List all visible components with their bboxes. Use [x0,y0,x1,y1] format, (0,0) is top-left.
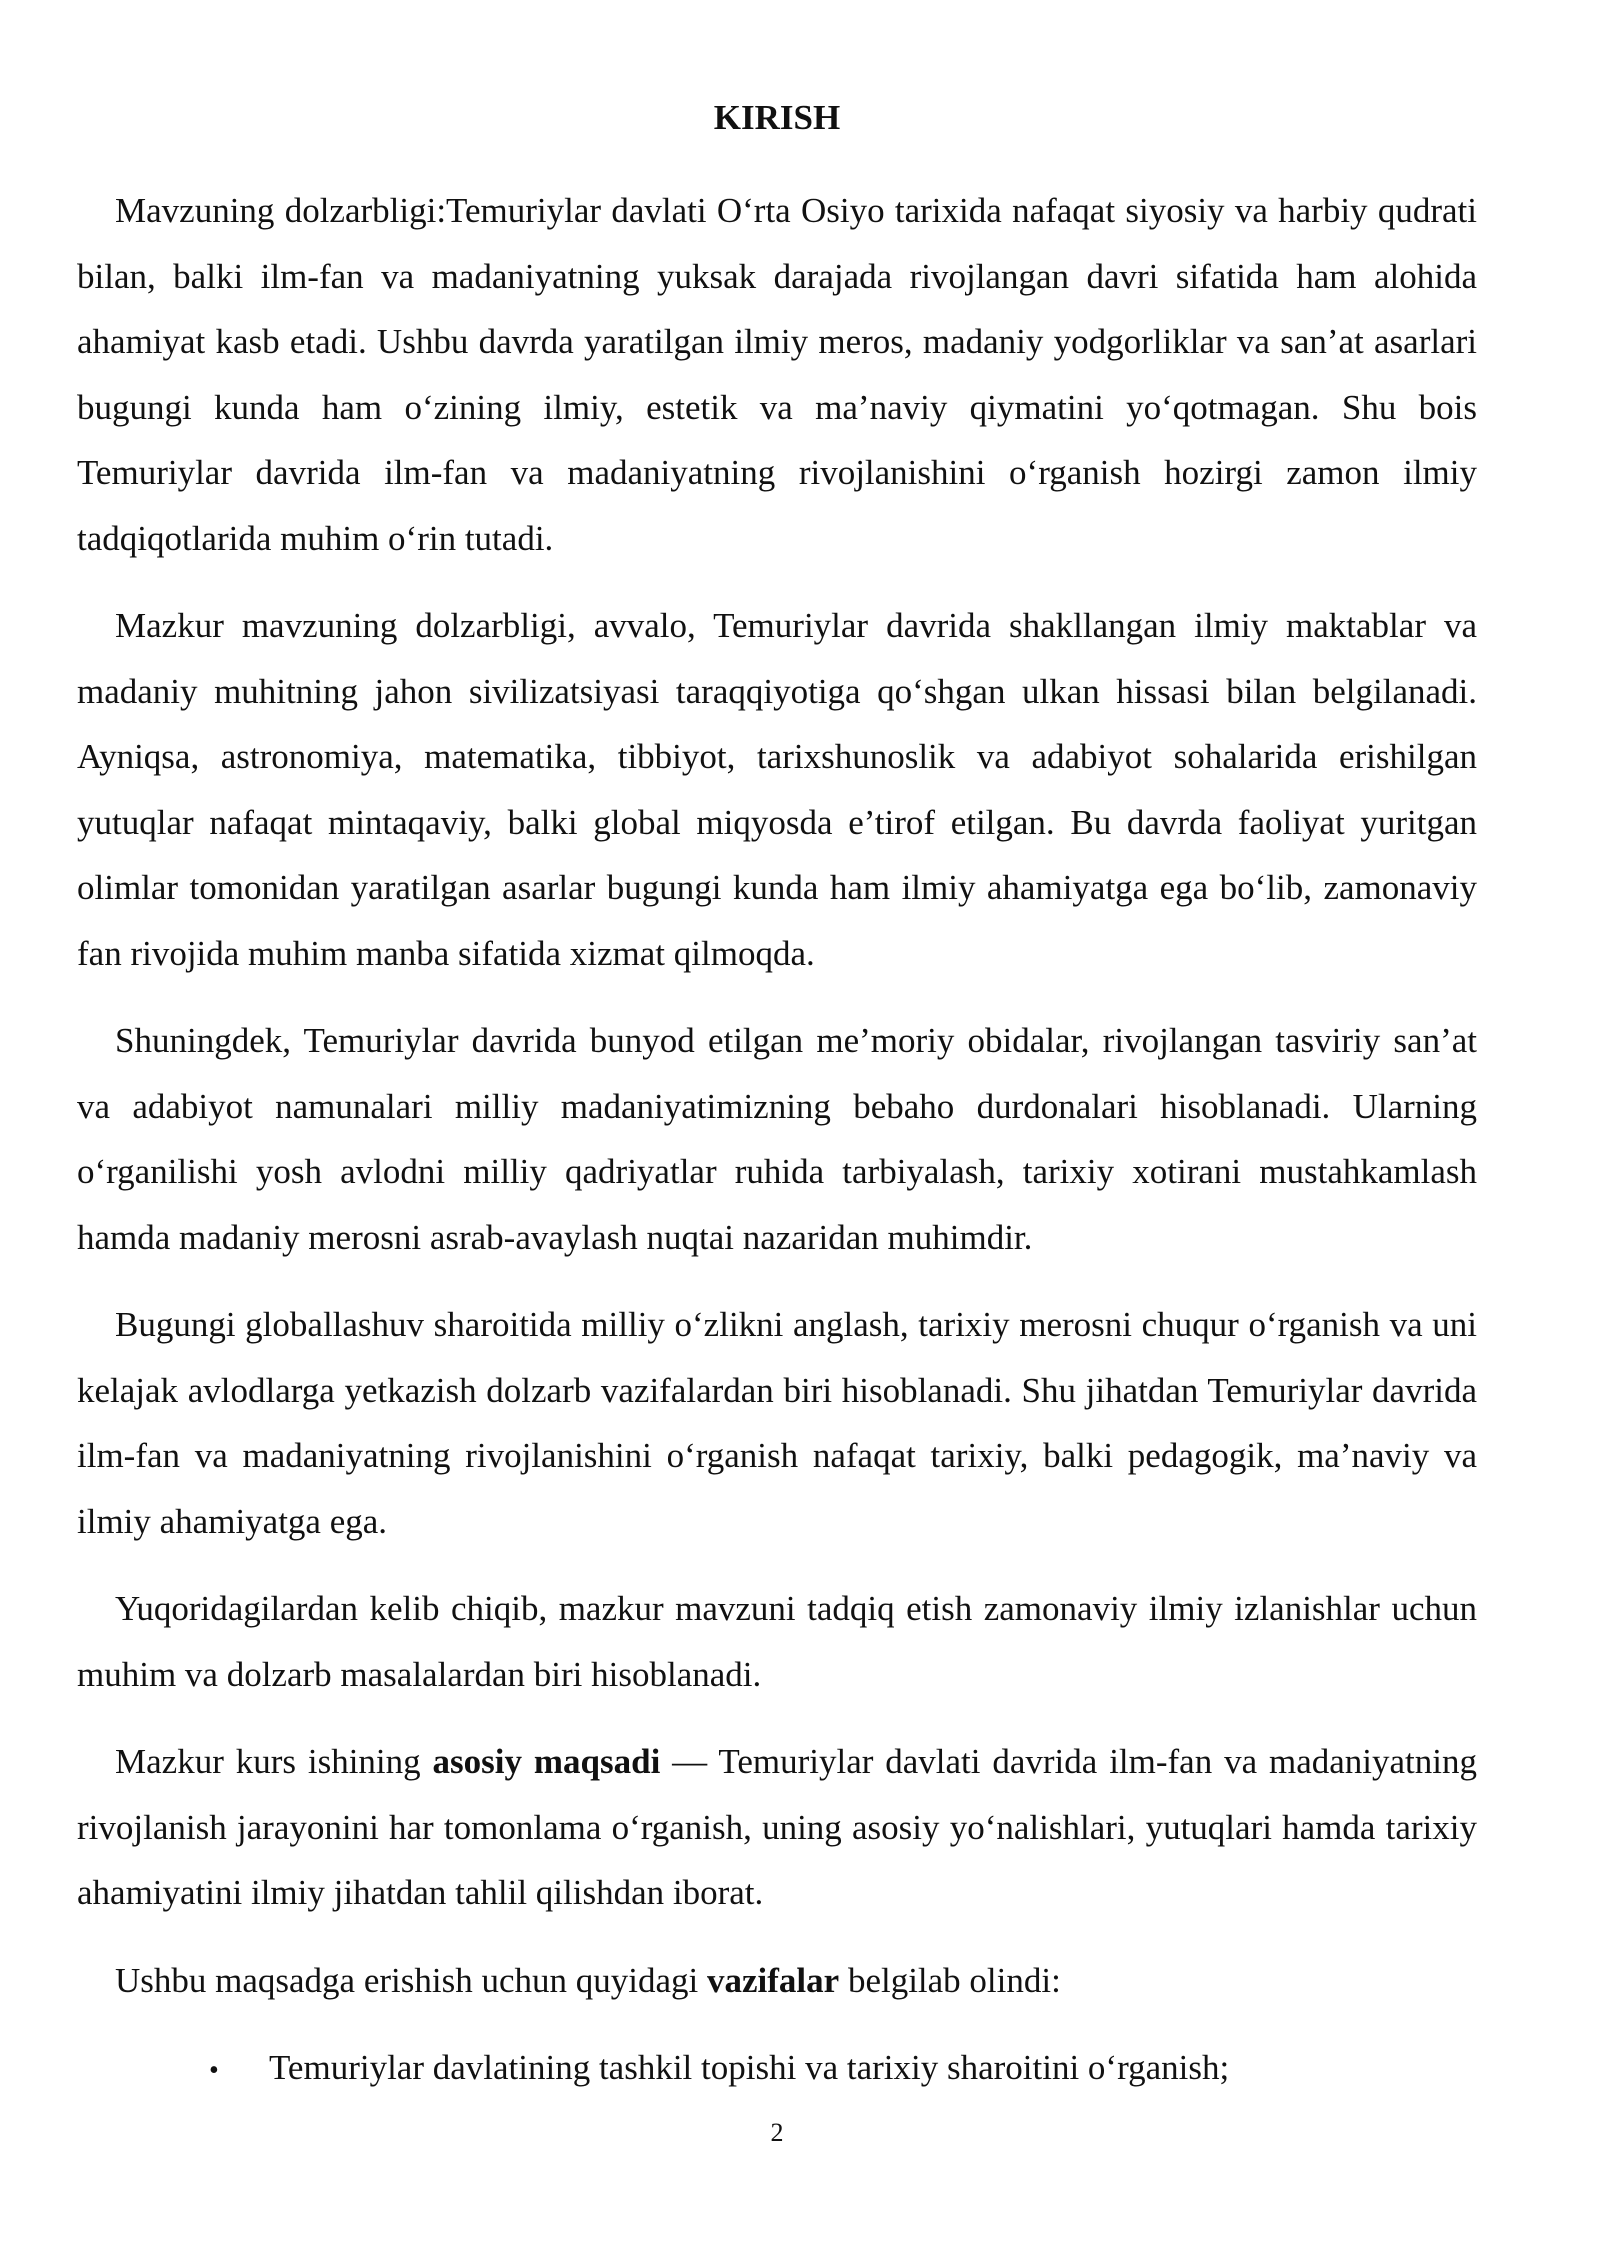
paragraph-conclusion: Yuqoridagilardan kelib chiqib, mazkur mavzuni tadqiq etish zamonaviy ilmiy izlanishlar uchun muhim va dolzarb masalalardan biri hisoblanadi. [77,1589,1477,1694]
document-title: KIRISH [713,98,841,137]
paragraph-tasks [77,1948,1477,2014]
aim-text-after: — Temuriylar davlati davrida ilm-fan va madaniyatning rivojlanish jarayonini har tomonlama o‘rganish, uning asosiy yo‘nalishlari, yutuqlari hamda tarixiy ahamiyatini ilmiy jihatdan tahlil qilishdan iborat. [77,1742,1477,1912]
tasks-text-before: Ushbu maqsadga erishish uchun quyidagi [115,1960,707,2000]
tasks-bold-term: vazifalar [707,1960,840,2000]
list-item [77,2035,1477,2104]
tasks-text-after: belgilab olindi: [839,1960,1061,2000]
paragraph-architecture-heritage: Shuningdek, Temuriylar davrida bunyod etilgan me’moriy obidalar, rivojlangan tasviriy san’at va adabiyot namunalari milliy madaniyatimizning bebaho durdonalari hisoblanadi. Ularning o‘rganilishi yosh avlodni milliy qadriyatlar ruhida tarbiyalash, tarixiy xotirani mustahkamlash hamda madaniy merosni asrab-avaylash nuqtai nazaridan muhimdir. [77,1021,1477,1257]
paragraph-aim [77,1729,1477,1926]
paragraph-relevance-details: Mazkur mavzuning dolzarbligi, avvalo, Temuriylar davrida shakllangan ilmiy maktablar va madaniy muhitning jahon sivilizatsiyasi taraqqiyotiga qo‘shgan ulkan hissasi bilan belgilanadi. Ayniqsa, astronomiya, matematika, tibbiyot, tarixshunoslik va adabiyot sohalarida erishilgan yutuqlar nafaqat mintaqaviy, balki global miqyosda e’tirof etilgan. Bu davrda faoliyat yuritgan olimlar tomonidan yaratilgan asarlar bugungi kunda ham ilmiy ahamiyatga ega bo‘lib, zamonaviy fan rivojida muhim manba sifatida xizmat qilmoqda. [77,606,1477,973]
aim-bold-term: asosiy maqsadi [432,1742,661,1781]
bullet-icon: • [209,2055,219,2086]
paragraph-relevance: Mavzuning dolzarbligi:Temuriylar davlati O‘rta Osiyo tarixida nafaqat siyosiy va harbiy qudrati bilan, balki ilm-fan va madaniyatning yuksak darajada rivojlangan davri sifatida ham alohida ahamiyat kasb etadi. Ushbu davrda yaratilgan ilmiy meros, madaniy yodgorliklar va san’at asarlari bugungi kunda ham o‘zining ilmiy, estetik va ma’naviy qiymatini yo‘qotmagan. Shu bois Temuriylar davrida ilm-fan va madaniyatning rivojlanishini o‘rganish hozirgi zamon ilmiy tadqiqotlarida muhim o‘rin tutadi. [77,191,1477,558]
page-number: 2 [770,2118,784,2147]
document-body [77,178,1477,2104]
paragraph-globalization: Bugungi globallashuv sharoitida milliy o‘zlikni anglash, tarixiy merosni chuqur o‘rganish va uni kelajak avlodlarga yetkazish dolzarb vazifalardan biri hisoblanadi. Shu jihatdan Temuriylar davrida ilm-fan va madaniyatning rivojlanishini o‘rganish nafaqat tarixiy, balki pedagogik, ma’naviy va ilmiy ahamiyatga ega. [77,1305,1477,1541]
aim-text-before: Mazkur kurs ishining [115,1742,433,1781]
list-item-text: Temuriylar davlatining tashkil topishi va tarixiy sharoitini o‘rganish; [269,2048,1230,2087]
document-page [77,0,1477,2262]
